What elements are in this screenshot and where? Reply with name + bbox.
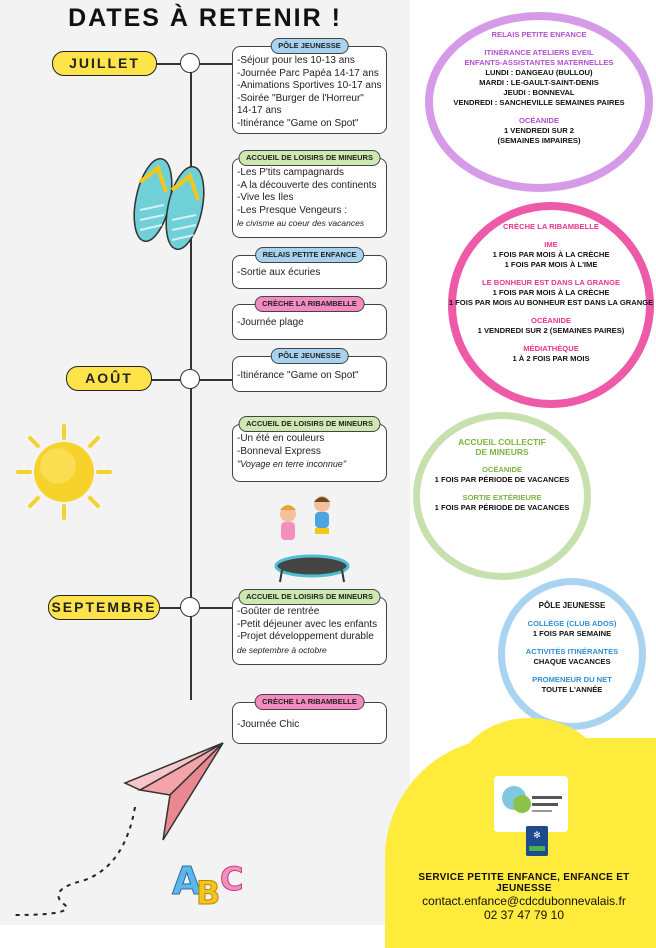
activity-line: -Vive les Iles <box>237 192 294 203</box>
activity-line: -Les Presque Vengeurs : <box>237 204 348 216</box>
svg-text:A: A <box>172 859 202 903</box>
circle-heading: OCÉANIDE <box>518 116 560 125</box>
circle-heading: ITINÉRANCE ATELIERS EVEIL <box>484 48 594 57</box>
svg-text:B: B <box>196 874 221 912</box>
timeline-node-septembre <box>180 597 200 617</box>
circle-line: MARDI : LE-GAULT-SAINT-DENIS <box>479 78 599 87</box>
month-septembre: SEPTEMBRE <box>48 595 160 620</box>
activity-box-alsh-septembre <box>232 592 387 665</box>
circle-line: TOUTE L'ANNÉE <box>541 685 603 694</box>
circle-heading: DE MINEURS <box>475 447 529 457</box>
page-title: DATES À RETENIR ! <box>68 4 342 32</box>
activity-line: -Sortie aux écuries <box>237 267 321 278</box>
caf-logo-icon <box>526 826 548 856</box>
activity-note: de septembre à octobre <box>237 644 327 655</box>
activity-line: -Bonneval Express <box>237 445 321 457</box>
circle-pole-jeunesse <box>498 578 646 730</box>
circle-heading: PROMENEUR DU NET <box>532 675 612 684</box>
circle-heading: OCÉANIDE <box>530 316 572 325</box>
activity-tag: CRÈCHE LA RIBAMBELLE <box>254 296 365 312</box>
circle-line: 1 FOIS PAR PÉRIODE DE VACANCES <box>434 503 570 512</box>
circle-line: JEUDI : BONNEVAL <box>503 88 575 97</box>
circle-heading: ACTIVITÉS ITINÉRANTES <box>525 647 619 656</box>
circle-heading: CRÈCHE LA RIBAMBELLE <box>503 222 599 231</box>
activity-line: -A la découverte des continents <box>237 179 377 191</box>
flip-flops-icon <box>128 150 208 255</box>
activity-line: -Séjour pour les 10-13 ans <box>237 55 355 66</box>
circle-line: 1 FOIS PAR MOIS À LA CRÈCHE <box>492 288 610 297</box>
circle-relais-petite-enfance <box>425 12 653 192</box>
activity-box-creche-septembre <box>232 697 387 744</box>
footer-email[interactable]: contact.enfance@cdcdubonnevalais.fr <box>422 894 626 908</box>
activity-box-alsh-juillet <box>232 153 387 238</box>
activity-line: -Animations Sportives 10-17 ans <box>237 80 382 91</box>
trampoline-kids-icon <box>272 492 354 584</box>
activity-line: -Projet développement durable <box>237 631 374 642</box>
circle-line: 1 À 2 FOIS PAR MOIS <box>512 354 590 363</box>
activity-line: -Un été en couleurs <box>237 433 325 444</box>
footer-phone[interactable]: 02 37 47 79 10 <box>483 908 565 922</box>
activity-box-alsh-aout <box>232 419 387 482</box>
activity-tag: RELAIS PETITE ENFANCE <box>255 247 365 263</box>
activity-box-creche-juillet <box>232 299 387 340</box>
circle-heading: COLLÈGE (CLUB ADOS) <box>527 619 617 628</box>
footer-contact <box>392 872 656 922</box>
circle-line: (SEMAINES IMPAIRES) <box>497 136 581 145</box>
circle-line: 1 VENDREDI SUR 2 <box>503 126 575 135</box>
circle-accueil-collectif <box>413 412 591 580</box>
sun-icon <box>12 420 117 525</box>
circle-line: 1 FOIS PAR PÉRIODE DE VACANCES <box>434 475 570 484</box>
month-juillet: JUILLET <box>52 51 157 76</box>
circle-line: 1 FOIS PAR SEMAINE <box>532 629 612 638</box>
circle-heading: ENFANTS-ASSISTANTES MATERNELLES <box>464 58 614 67</box>
circle-heading: SORTIE EXTÉRIEURE <box>462 493 542 502</box>
activity-line: -Petit déjeuner avec les enfants <box>237 618 378 630</box>
circle-line: VENDREDI : SANCHEVILLE SEMAINES PAIRES <box>453 98 625 107</box>
activity-line: -Soirée "Burger de l'Horreur" <box>237 92 364 104</box>
circle-heading: PÔLE JEUNESSE <box>538 601 606 610</box>
footer-service: SERVICE PETITE ENFANCE, ENFANCE ET JEUNESSE <box>418 872 630 894</box>
circle-creche-ribambelle <box>448 202 654 408</box>
activity-note: "Voyage en terre inconnue" <box>237 459 347 469</box>
circle-heading: OCÉANIDE <box>481 465 523 474</box>
activity-tag: ACCUEIL DE LOISIRS DE MINEURS <box>238 589 381 605</box>
timeline-node-juillet <box>180 53 200 73</box>
activity-tag: ACCUEIL DE LOISIRS DE MINEURS <box>238 416 381 432</box>
month-aout: AOÛT <box>66 366 152 391</box>
activity-box-pole-jeunesse-aout <box>232 351 387 392</box>
circle-heading: IME <box>544 240 558 249</box>
activity-tag: PÔLE JEUNESSE <box>270 38 349 54</box>
activity-tag: CRÈCHE LA RIBAMBELLE <box>254 694 365 710</box>
activity-line: 14-17 ans <box>237 105 282 116</box>
circle-line: 1 FOIS PAR MOIS À LA CRÈCHE <box>492 250 610 259</box>
circle-line: CHAQUE VACANCES <box>533 657 611 666</box>
circle-line: 1 FOIS PAR MOIS AU BONHEUR EST DANS LA GRANGE <box>448 298 654 307</box>
dotted-path-icon <box>5 805 145 925</box>
circle-heading: MÉDIATHÈQUE <box>523 344 579 353</box>
cdc-logo-icon <box>494 776 568 832</box>
abc-letters-icon <box>170 842 250 912</box>
circle-line: LUNDI : DANGEAU (BULLOU) <box>485 68 593 77</box>
activity-line: -Journée Parc Papéa 14-17 ans <box>237 67 379 79</box>
activity-line: -Journée Chic <box>237 719 300 730</box>
circle-heading: LE BONHEUR EST DANS LA GRANGE <box>481 278 621 287</box>
activity-tag: PÔLE JEUNESSE <box>270 348 349 364</box>
activity-tag: ACCUEIL DE LOISIRS DE MINEURS <box>238 150 381 166</box>
svg-text:C: C <box>220 860 244 898</box>
activity-line: -Itinérance "Game on Spot" <box>237 370 359 381</box>
activity-box-rpe-juillet <box>232 250 387 289</box>
circle-heading: ACCUEIL COLLECTIF <box>458 437 546 447</box>
circle-heading: RELAIS PETITE ENFANCE <box>491 30 587 39</box>
activity-line: -Journée plage <box>237 317 304 328</box>
circle-line: 1 FOIS PAR MOIS À L'IME <box>504 260 598 269</box>
activity-line: -Goûter de rentrée <box>237 606 320 617</box>
activity-line: -Les P'tits campagnards <box>237 167 344 178</box>
timeline-node-aout <box>180 369 200 389</box>
activity-note: le civisme au coeur des vacances <box>237 218 365 228</box>
activity-box-pole-jeunesse-juillet <box>232 41 387 134</box>
activity-line: -Itinérance "Game on Spot" <box>237 117 359 129</box>
circle-line: 1 VENDREDI SUR 2 (SEMAINES PAIRES) <box>477 326 625 335</box>
svg-text:✻: ✻ <box>533 831 541 841</box>
